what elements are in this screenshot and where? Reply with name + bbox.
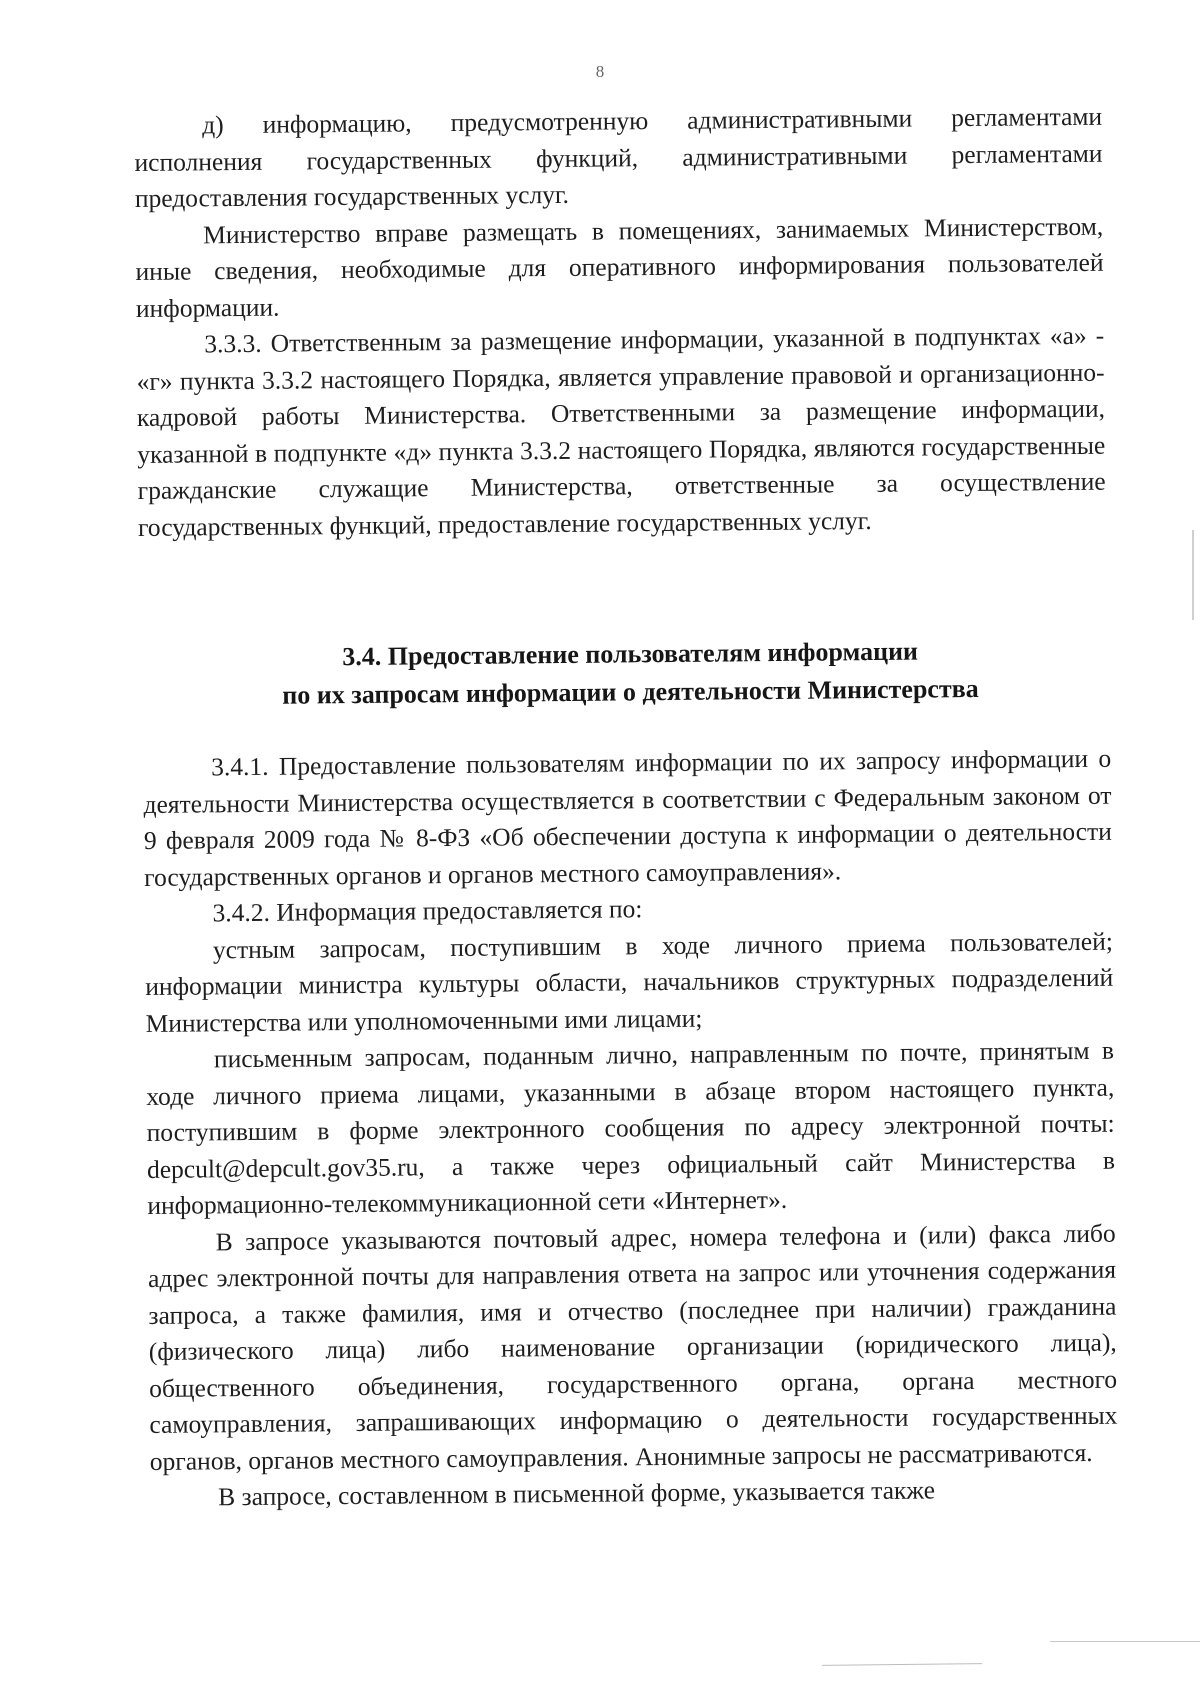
scan-artifact-edge xyxy=(1192,530,1194,620)
scan-artifact-line xyxy=(822,1663,982,1666)
section-heading-line-2: по их запросам информации о деятельности Министерства xyxy=(282,674,979,710)
text-block-top xyxy=(134,99,1106,546)
paragraph-3-4-1: 3.4.1. Предоставление пользователям информации по их запросу информации о деятельности Министерства осуществляется в соответствии с Федеральным законом от 9 февраля 2009 года № 8-ФЗ «Об обеспечении доступа к информации о деятельности государственных органов и органов местного самоуправления». xyxy=(143,743,1112,892)
paragraph-3-4-2: 3.4.2. Информация предоставляется по: xyxy=(212,894,643,928)
section-heading xyxy=(150,631,1111,716)
section-heading-line-1: 3.4. Предоставление пользователям информации xyxy=(342,636,919,672)
scan-artifact-line xyxy=(1050,1641,1200,1642)
page-number: 8 xyxy=(595,62,605,81)
text-block-section-3-4 xyxy=(143,741,1118,1517)
paragraph-written-requests: письменным запросам, поданным лично, направленным по почте, принятым в ходе личного приема лицами, указанными в абзаце втором настоящего пункта, поступившим в форме электронного сообщения по адресу электронной почты: depcult@depcult.gov35.ru, а также через официальный сайт Министерства в информационно-телекоммуникационной сети «Интернет». xyxy=(146,1035,1116,1220)
paragraph-3-3-3: 3.3.3. Ответственным за размещение информации, указанной в подпунктах «а» - «г» пункта 3.3.2 настоящего Порядка, является управление правовой и организационно-кадровой работы Министерства. Ответственными за размещение информации, указанной в подпункте «д» пункта 3.3.2 настоящего Порядка, являются государственные гражданские служащие Министерства, ответственные за осуществление государственных функций, предоставление государственных услуг. xyxy=(136,320,1106,542)
paragraph-ministry-premises: Министерство вправе размещать в помещениях, занимаемых Министерством, иные сведения, необходимые для оперативного информирования пользователей информации. xyxy=(135,211,1104,323)
paragraph-request-contents: В запросе указываются почтовый адрес, номера телефона и (или) факса либо адрес электронной почты для направления ответа на запрос или уточнения содержания запроса, а также фамилия, имя и отчество (последнее при наличии) гражданина (физического лица) либо наименование организации (юридического лица), общественного объединения, государственного органа, органа местного самоуправления, запрашивающих информацию о деятельности государственных органов, органов местного самоуправления. Анонимные запросы не рассматриваются. xyxy=(147,1218,1118,1476)
paragraph-written-form: В запросе, составленном в письменной форме, указывается также xyxy=(218,1475,936,1512)
paragraph-oral-requests: устным запросам, поступившим в ходе личного приема пользователей; информации министра культуры области, начальников структурных подразделений Министерства или уполномоченными ими лицами; xyxy=(145,926,1114,1038)
paragraph-item-d: д) информацию, предусмотренную административными регламентами исполнения государственных функций, административными регламентами предоставления государственных услуг. xyxy=(134,101,1103,213)
